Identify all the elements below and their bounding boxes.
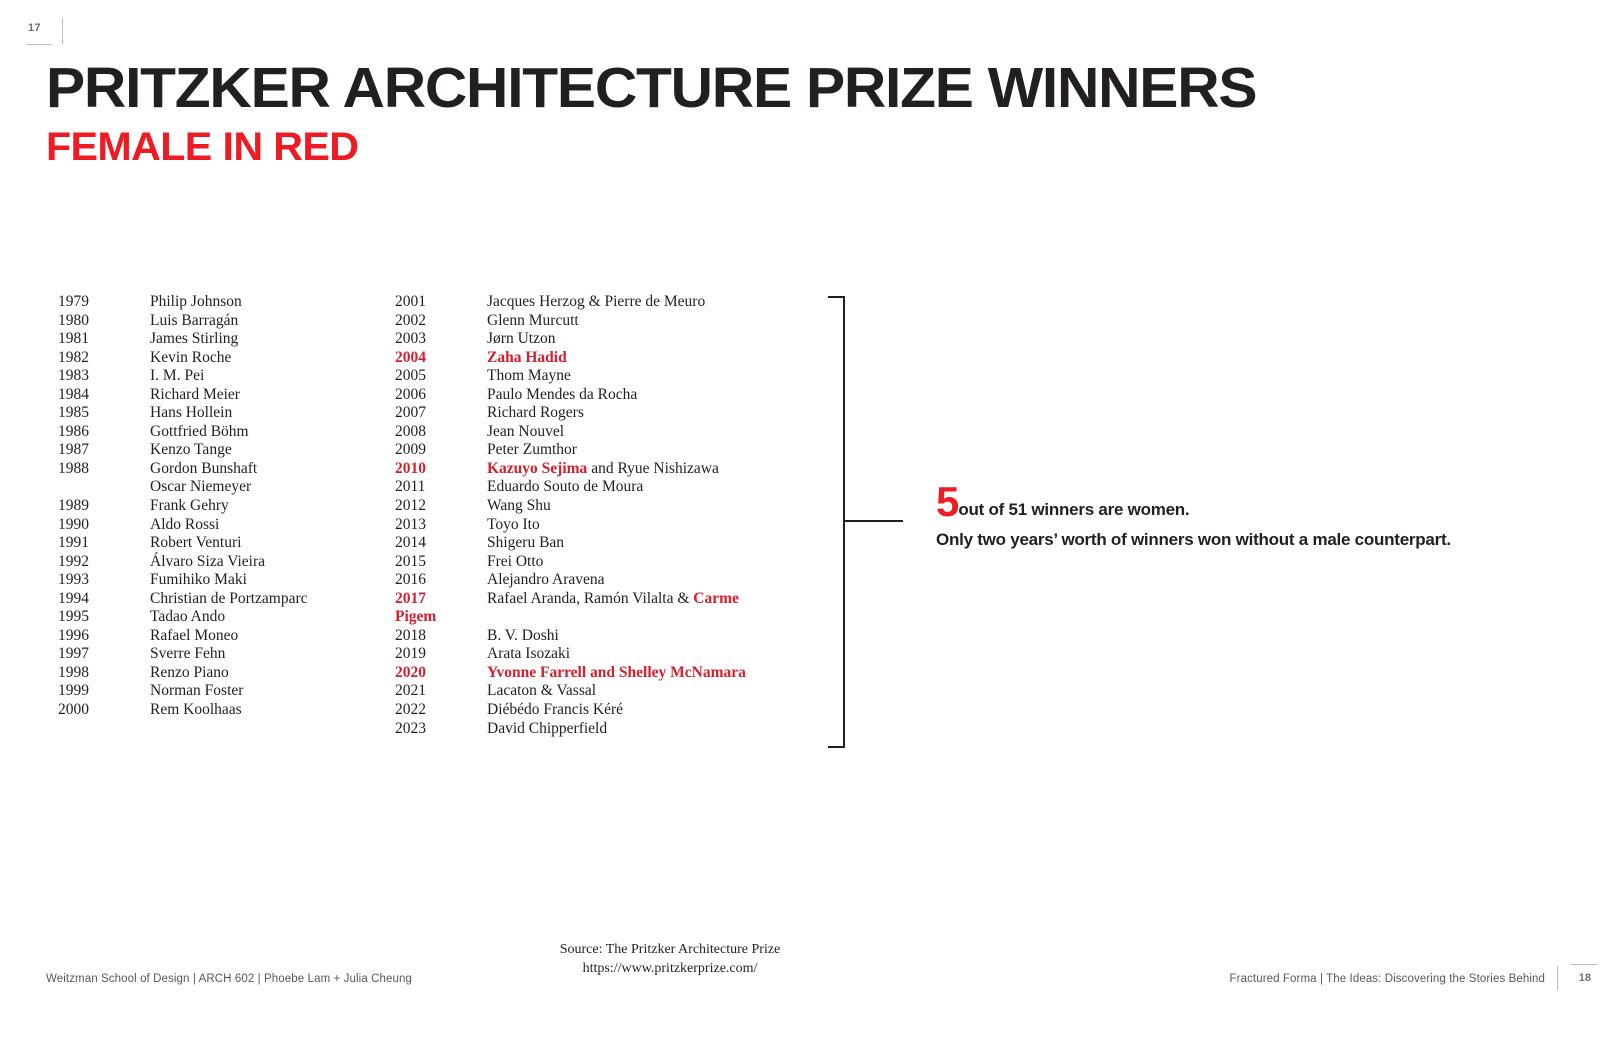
winner-year: 2019: [395, 645, 426, 663]
winner-name: Peter Zumthor: [487, 441, 577, 459]
winner-row: [395, 497, 825, 516]
winner-year: 1981: [58, 330, 89, 348]
winner-name: Paulo Mendes da Rocha: [487, 385, 638, 403]
winner-name: Lacaton & Vassal: [487, 682, 597, 700]
winner-row: [395, 349, 825, 368]
winner-row: [395, 590, 825, 609]
winner-year: 2011: [395, 478, 426, 496]
callout-big-number: 5: [936, 478, 959, 525]
winner-year: 2005: [395, 367, 426, 385]
winner-year: 2017: [395, 589, 426, 607]
winner-year: 2006: [395, 385, 426, 403]
winner-name: Thom Mayne: [487, 367, 571, 385]
winner-row: [58, 423, 388, 442]
winner-name: David Chipperfield: [487, 719, 608, 737]
winner-name: James Stirling: [150, 330, 239, 348]
winner-name: Gottfried Böhm: [150, 422, 249, 440]
winner-row: [58, 553, 388, 572]
winner-name: Jean Nouvel: [487, 422, 565, 440]
winner-year: 2023: [395, 719, 426, 737]
winner-year: 2016: [395, 571, 426, 589]
winner-year: 2018: [395, 626, 426, 644]
winner-name: Frank Gehry: [150, 497, 229, 515]
winner-row: [395, 645, 825, 664]
winner-row: [58, 534, 388, 553]
winner-row: [58, 478, 388, 497]
winner-row: [395, 608, 825, 627]
winner-row: [58, 386, 388, 405]
winner-year: 1986: [58, 422, 89, 440]
winner-row: [58, 608, 388, 627]
winner-name: Robert Venturi: [150, 534, 242, 552]
winner-name: Rem Koolhaas: [150, 701, 242, 719]
bottom-marker-divider: [1557, 966, 1558, 990]
winner-row: [395, 293, 825, 312]
winner-year: 1992: [58, 552, 89, 570]
winner-row: [395, 627, 825, 646]
winner-row: [395, 720, 825, 739]
winner-name: Hans Hollein: [150, 404, 233, 422]
winner-row: [58, 497, 388, 516]
winner-row: [58, 293, 388, 312]
winner-year: Pigem: [395, 608, 437, 626]
winner-row: [395, 664, 825, 683]
winner-year: 2008: [395, 422, 426, 440]
callout-line-1: [936, 478, 1451, 525]
winner-year: 1979: [58, 293, 89, 310]
winner-year: 1998: [58, 663, 89, 681]
winner-row: [395, 682, 825, 701]
winner-row: [58, 682, 388, 701]
winner-name: Toyo Ito: [487, 515, 540, 533]
winner-year: 2007: [395, 404, 426, 422]
source-line-1: Source: The Pritzker Architecture Prize: [559, 942, 781, 957]
winner-row: [58, 312, 388, 331]
statistics-callout: [936, 478, 1451, 550]
page-subtitle: FEMALE IN RED: [46, 125, 359, 169]
winner-name: Zaha Hadid: [487, 348, 567, 366]
winner-name: Rafael Moneo: [150, 626, 239, 644]
winner-name: Fumihiko Maki: [150, 571, 247, 589]
winner-name: Shigeru Ban: [487, 534, 565, 552]
winner-row: [395, 553, 825, 572]
winner-name: Norman Foster: [150, 682, 244, 700]
winner-year: 1996: [58, 626, 89, 644]
winner-year: 2012: [395, 497, 426, 515]
bottom-marker-overline: [1571, 964, 1597, 965]
winner-year: 2002: [395, 311, 426, 329]
winner-name: Christian de Portzamparc: [150, 589, 308, 607]
winner-year: 1997: [58, 645, 89, 663]
winner-year: 1989: [58, 497, 89, 515]
winner-year: 1980: [58, 311, 89, 329]
winner-name: Gordon Bunshaft: [150, 459, 258, 477]
winner-year: 2020: [395, 663, 426, 681]
winner-name: Eduardo Souto de Moura: [487, 478, 644, 496]
page-title: PRITZKER ARCHITECTURE PRIZE WINNERS: [46, 56, 1257, 120]
winner-row: [395, 701, 825, 720]
winner-year: 2014: [395, 534, 426, 552]
winner-name: Richard Rogers: [487, 404, 584, 422]
winner-name-part: Rafael Aranda, Ramón Vilalta &: [487, 589, 694, 607]
winner-row: [58, 571, 388, 590]
winner-row: [58, 441, 388, 460]
winner-row: [395, 478, 825, 497]
winner-name: [487, 590, 739, 609]
winner-name: Diébédo Francis Kéré: [487, 701, 624, 719]
winner-name: Oscar Niemeyer: [150, 478, 252, 496]
footer-right-text: Fractured Forma | The Ideas: Discovering the Stories Behind: [1229, 973, 1545, 985]
winner-year: 2000: [58, 701, 89, 719]
top-page-number: 17: [28, 22, 41, 34]
winner-row: [58, 664, 388, 683]
winner-name: Arata Isozaki: [487, 645, 571, 663]
winner-name: I. M. Pei: [150, 367, 205, 385]
winner-year: 1985: [58, 404, 89, 422]
winner-name: Philip Johnson: [150, 293, 242, 310]
winner-name: Jacques Herzog & Pierre de Meuro: [487, 293, 706, 310]
winner-row: [395, 386, 825, 405]
winner-name: Luis Barragán: [150, 311, 239, 329]
top-marker-underline: [26, 44, 52, 45]
winner-year: 1982: [58, 348, 89, 366]
winner-year: 2010: [395, 459, 426, 477]
winner-row: [58, 460, 388, 479]
winner-year: 2004: [395, 348, 426, 366]
winner-year: 1995: [58, 608, 89, 626]
winner-row: [58, 590, 388, 609]
bracket-arm-bottom: [828, 746, 845, 748]
winner-year: 1994: [58, 589, 89, 607]
winner-year: 1999: [58, 682, 89, 700]
winner-name: Kenzo Tange: [150, 441, 232, 459]
top-marker-divider: [62, 18, 63, 44]
winner-row: [395, 423, 825, 442]
winner-name: [487, 460, 719, 479]
winner-name: Sverre Fehn: [150, 645, 226, 663]
source-line-2: https://www.pritzkerprize.com/: [582, 961, 758, 976]
winner-name: Wang Shu: [487, 497, 551, 515]
winner-row: [58, 330, 388, 349]
winner-row: [58, 367, 388, 386]
winner-row: [395, 516, 825, 535]
winner-name: Kevin Roche: [150, 348, 232, 366]
winner-row: [395, 312, 825, 331]
winner-name: Tadao Ando: [150, 608, 226, 626]
winner-year: 2021: [395, 682, 426, 700]
winner-row: [58, 701, 388, 720]
winner-name: Alejandro Aravena: [487, 571, 605, 589]
footer-left-text: Weitzman School of Design | ARCH 602 | Phoebe Lam + Julia Cheung: [46, 973, 412, 985]
winner-name: Álvaro Siza Vieira: [150, 552, 265, 570]
winner-name: B. V. Doshi: [487, 626, 559, 644]
winner-year: 1993: [58, 571, 89, 589]
winner-row: [58, 627, 388, 646]
winner-year: 1983: [58, 367, 89, 385]
winner-name-female: Kazuyo Sejima: [487, 459, 588, 477]
winner-name: Richard Meier: [150, 385, 240, 403]
winner-row: [58, 645, 388, 664]
winner-year: 1988: [58, 459, 89, 477]
winner-row: [58, 349, 388, 368]
callout-line-1-text: out of 51 winners are women.: [958, 500, 1190, 519]
winners-column-right: [395, 293, 825, 738]
winner-row: [58, 516, 388, 535]
winner-name: Yvonne Farrell and Shelley McNamara: [487, 663, 746, 681]
winner-name-female: Carme: [693, 589, 739, 607]
bottom-page-marker: [1557, 962, 1597, 992]
bottom-page-number: 18: [1578, 972, 1591, 984]
winner-year: 1987: [58, 441, 89, 459]
winners-column-left: [58, 293, 388, 720]
winner-row: [58, 404, 388, 423]
winner-year: 2022: [395, 701, 426, 719]
winner-year: 2003: [395, 330, 426, 348]
top-page-marker: [26, 18, 66, 48]
annotation-bracket: [828, 296, 903, 748]
bracket-arm-top: [828, 296, 845, 298]
winner-name: Aldo Rossi: [150, 515, 220, 533]
winner-year: 1991: [58, 534, 89, 552]
winner-year: 2009: [395, 441, 426, 459]
winner-name: Frei Otto: [487, 552, 544, 570]
callout-line-2: Only two years’ worth of winners won without a male counterpart.: [936, 530, 1451, 549]
winner-row: [395, 571, 825, 590]
winner-row: [395, 367, 825, 386]
winner-year: 1990: [58, 515, 89, 533]
winner-row: [395, 404, 825, 423]
winner-name: Jørn Utzon: [487, 330, 556, 348]
winner-row: [395, 534, 825, 553]
bracket-spine: [843, 296, 845, 748]
winner-name: Renzo Piano: [150, 663, 229, 681]
winner-row: [395, 441, 825, 460]
winner-row: [395, 330, 825, 349]
bracket-pointer-tick: [843, 520, 903, 522]
winner-year: 2015: [395, 552, 426, 570]
winner-name: Glenn Murcutt: [487, 311, 579, 329]
winner-year: 2013: [395, 515, 426, 533]
winner-year: 2001: [395, 293, 426, 310]
winner-row: [395, 460, 825, 479]
winner-name-part: and Ryue Nishizawa: [587, 459, 719, 477]
winner-year: 1984: [58, 385, 89, 403]
